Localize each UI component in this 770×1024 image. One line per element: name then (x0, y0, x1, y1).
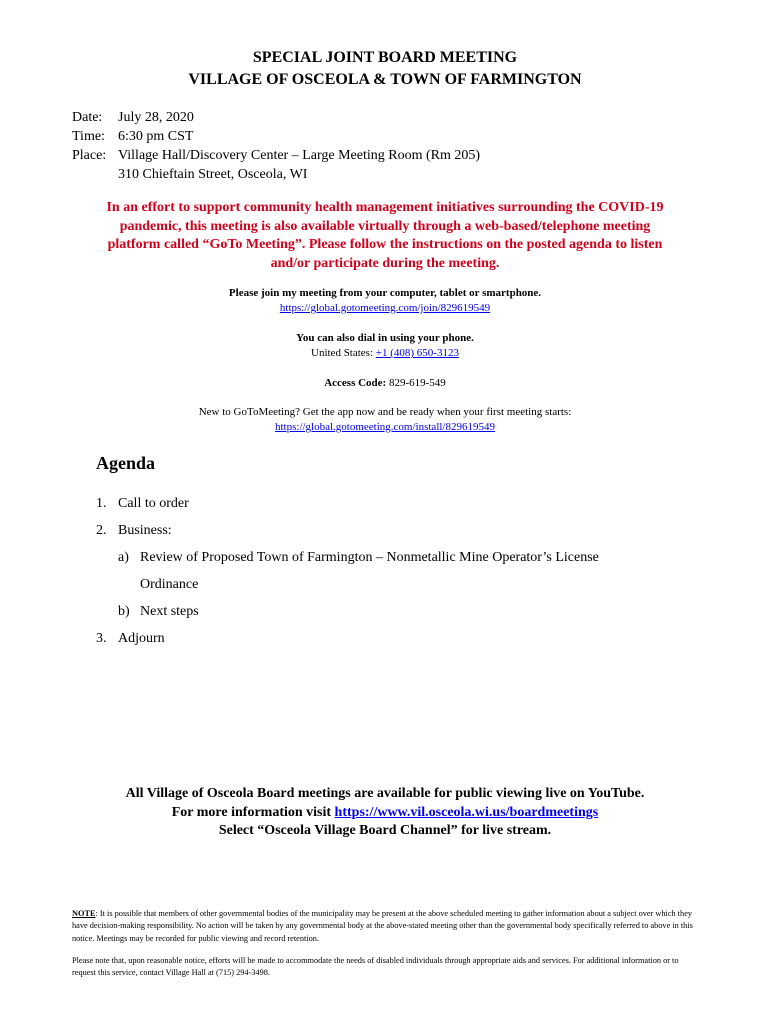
covid-notice-line: platform called “GoTo Meeting”. Please follow the instructions on the posted agenda to listen (107, 237, 663, 252)
agenda-item-number: 1. (96, 496, 107, 511)
document-title: SPECIAL JOINT BOARD MEETING (252, 49, 518, 66)
time-row (72, 127, 480, 146)
agenda-item-text: Call to order (118, 496, 189, 511)
time-label: Time: (72, 129, 105, 144)
join-section (0, 286, 770, 316)
youtube-info-line (0, 804, 770, 823)
install-section (0, 405, 770, 435)
agenda-subitem (96, 598, 599, 625)
youtube-channel-line: Select “Osceola Village Board Channel” for live stream. (218, 823, 552, 838)
agenda-item-text: Adjourn (118, 631, 165, 646)
place-address: 310 Chieftain Street, Osceola, WI (118, 167, 308, 182)
agenda-subitem-text: Next steps (140, 604, 199, 619)
note-paragraph (72, 908, 698, 945)
dial-country: United States: (311, 347, 376, 359)
youtube-notice (0, 785, 770, 841)
covid-notice-line: In an effort to support community health management initiatives surrounding the COVID-19 (106, 200, 664, 215)
meeting-details (72, 108, 480, 184)
covid-notice-line: and/or participate during the meeting. (270, 255, 500, 271)
agenda-item (96, 490, 599, 517)
agenda-item-number: 2. (96, 523, 107, 538)
date-label: Date: (72, 110, 103, 125)
agenda-item (96, 625, 599, 652)
date-value: July 28, 2020 (118, 110, 194, 125)
board-meetings-link[interactable]: https://www.vil.osceola.wi.us/boardmeetings (334, 804, 599, 820)
covid-notice (70, 199, 700, 273)
date-row (72, 108, 480, 127)
youtube-info-prefix: For more information visit (171, 804, 335, 820)
agenda-subitem-letter: b) (118, 604, 130, 619)
join-meeting-link[interactable]: https://global.gotomeeting.com/join/829619549 (279, 302, 491, 314)
agenda-subitem-text: Review of Proposed Town of Farmington – Nonmetallic Mine Operator’s License (140, 550, 599, 565)
dial-instructions: You can also dial in using your phone. (296, 332, 474, 344)
document-subtitle: VILLAGE OF OSCEOLA & TOWN OF FARMINGTON (188, 71, 582, 88)
note-text: : It is possible that members of other governmental bodies of the municipality may be present at the above scheduled meeting to gather information about a subject over which they have decision-making responsibility. No action will be taken by any governmental body at the above-stated meeting other than the governmental body specifically referred to above in this notice. Meetings may be recorded for public viewing and record retention. (72, 909, 693, 943)
agenda-subitem-letter: a) (118, 550, 129, 565)
agenda-item-number: 3. (96, 631, 107, 646)
install-instructions: New to GoToMeeting? Get the app now and be ready when your first meeting starts: (198, 406, 572, 418)
agenda-subitem (96, 544, 599, 571)
note-label: NOTE (72, 909, 96, 918)
access-code-value: 829-619-549 (386, 377, 446, 389)
agenda-heading: Agenda (96, 453, 156, 473)
dial-section (0, 331, 770, 361)
join-instructions: Please join my meeting from your computer, tablet or smartphone. (228, 287, 542, 299)
agenda-list (96, 490, 599, 652)
accommodation-paragraph: Please note that, upon reasonable notice, efforts will be made to accommodate the needs of disabled individuals through appropriate aids and services. For additional information or to request this service, contact Village Hall at (715) 294-3498. (72, 956, 679, 978)
covid-notice-line: pandemic, this meeting is also available virtually through a web-based/telephone meeting (119, 218, 651, 234)
agenda-item-text: Business: (118, 523, 172, 538)
youtube-line: All Village of Osceola Board meetings are available for public viewing live on YouTube. (125, 786, 645, 801)
agenda-item (96, 517, 599, 544)
place-label: Place: (72, 148, 107, 163)
place-row (72, 146, 480, 165)
install-app-link[interactable]: https://global.gotomeeting.com/install/829619549 (275, 421, 495, 433)
access-code-label: Access Code: (324, 377, 387, 389)
agenda-subitem-continuation: Ordinance (140, 577, 199, 592)
dial-phone-link[interactable]: +1 (408) 650-3123 (375, 347, 459, 359)
access-section (0, 376, 770, 391)
time-value: 6:30 pm CST (118, 129, 194, 144)
place-value: Village Hall/Discovery Center – Large Meeting Room (Rm 205) (118, 148, 481, 163)
